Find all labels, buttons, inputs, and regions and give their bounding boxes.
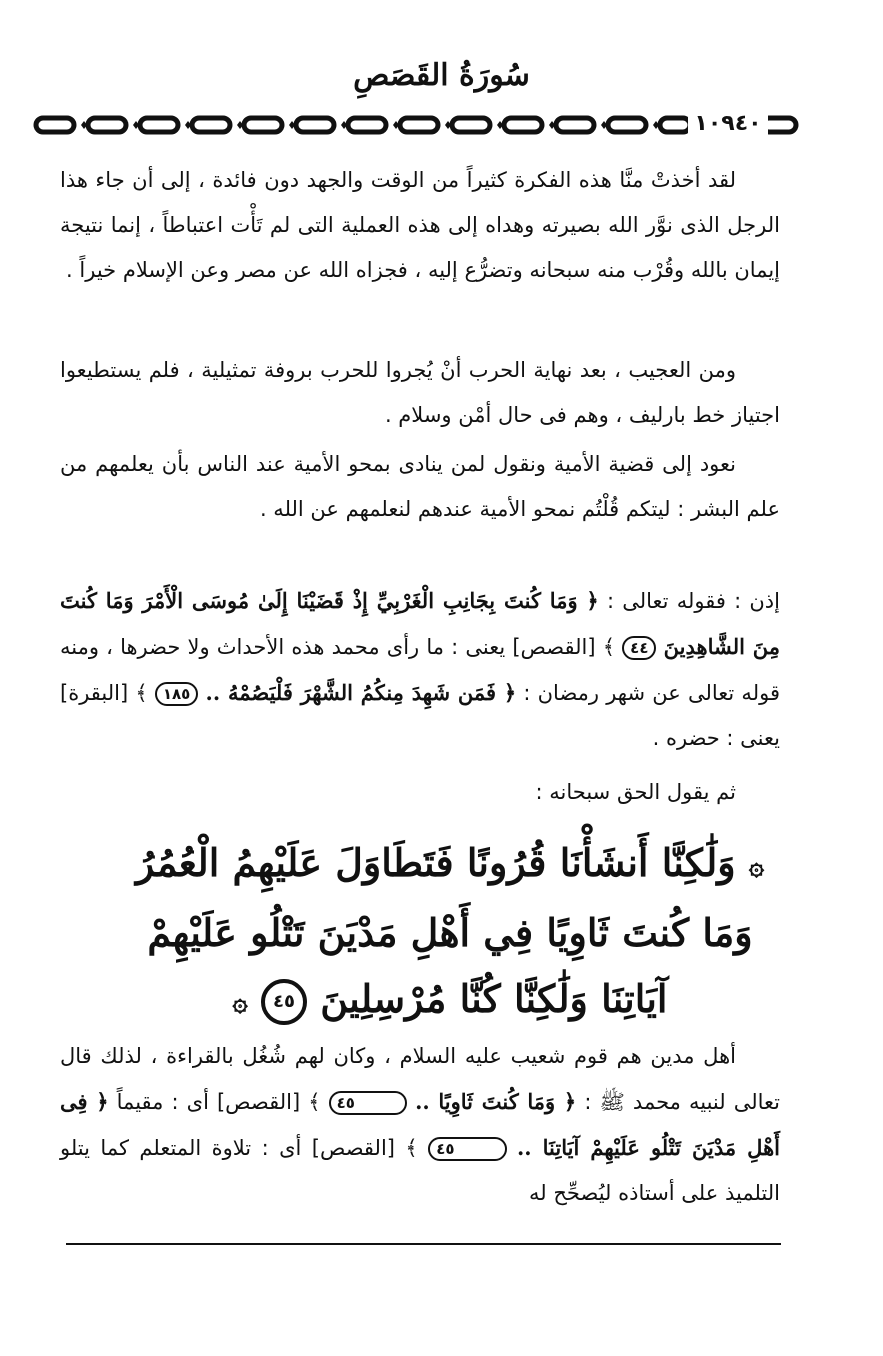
paragraph-2 [60,348,780,438]
text-segment: ﴾ [القصص] أى : تلاوة المتعلم كما يتلو التلميذ على أستاذه ليُصحِّح له [60,1136,780,1205]
footer-divider [66,1243,781,1245]
page-number: ١٠٩٤٠ [688,108,768,140]
paragraph-5 [60,770,780,815]
paragraph-body [60,578,780,761]
paragraph-3 [60,442,780,532]
verse-line-1 [100,830,800,900]
quran-quote: ﴿ فَمَن شَهِدَ مِنكُمُ الشَّهْرَ فَلْيَصُمْهُ .. [205,680,517,705]
quran-quote: ﴿ وَمَا كُنتَ ثَاوِيًا .. [415,1089,577,1114]
text-segment: ﴾ [القصص] أى : مقيماً [116,1090,321,1114]
ornament-border [30,112,800,138]
text-segment: ﴾ [البقرة] يعنى : حضره . [60,681,780,750]
quran-quote: ﴿ وَمَا كُنتَ بِجَانِبِ الْغَرْبِيِّ إِذْ قَضَيْنَا إِلَىٰ مُوسَى الْأَمْرَ وَمَا كُنتَ مِنَ الشَّاهِدِينَ [60,588,780,659]
verse-line-2: وَمَا كُنتَ ثَاوِيًا فِي أَهْلِ مَدْيَنَ تَتْلُو عَلَيْهِمْ [147,909,753,955]
paragraph-text: نعود إلى قضية الأمية ونقول لمن ينادى بمحو الأمية عند الناس بأن يعلمهم من علم البشر : ليتكم قُلْتُم نمحو الأمية عندهم لنعلمهم عن الله . [60,452,780,521]
verse-text: وَلَٰكِنَّا أَنشَأْنَا قُرُونًا فَتَطَاوَلَ عَلَيْهِمُ الْعُمُرُ [135,840,736,885]
verse-number-badge: ٤٥ [329,1091,407,1115]
verse-line-3 [100,966,800,1036]
paragraph-body [60,1034,780,1216]
paragraph-text: ومن العجيب ، بعد نهاية الحرب أنْ يُجروا للحرب بروفة تمثيلية ، فلم يستطيعوا اجتياز خط بارليف ، وهم فى حال أمْن وسلام . [60,358,780,427]
verse-number-badge: ٤٤ [622,636,656,660]
text-segment: ﴾ [القصص] يعنى : ما رأى محمد هذه الأحداث ولا حضرها ، ومنه قوله تعالى عن شهر رمضان : [60,635,780,705]
verse-text: آيَاتِنَا وَلَٰكِنَّا كُنَّا مُرْسِلِينَ [320,975,668,1021]
text-segment: أهل مدين هم قوم شعيب عليه السلام ، وكان لهم شُغُل بالقراءة ، لذلك قال تعالى لنبيه محمد ﷺ : [60,1044,781,1114]
quran-quote: ﴿ فِى أَهْلِ مَدْيَنَ تَتْلُو عَلَيْهِمْ آيَاتِنَا .. [60,1089,780,1160]
ornament-open-icon: ۞ [748,851,765,882]
surah-title: سُورَةُ القَصَصِ [353,58,530,93]
verse-number-badge: ٤٥ [428,1137,506,1161]
paragraph-text: ثم يقول الحق سبحانه : [535,780,736,804]
ornament-close-icon: ۞ [232,987,248,1017]
paragraph-4 [60,578,780,761]
paragraph-text: لقد أخذتْ منَّا هذه الفكرة كثيراً من الوقت والجهد دون فائدة ، إلى أن جاء هذا الرجل الذى نوَّر الله بصيرته وهداه إلى هذه العملية التى لم تَأْت اعتباطاً ، إنما نتيجة إيمان بالله وقُرْب منه سبحانه وتضرُّع إليه ، فجزاه الله عن مصر وعن الإسلام خيراً . [60,168,780,282]
quran-verse-block [100,830,800,1035]
paragraph-6 [60,1034,780,1216]
paragraph-1 [60,158,780,293]
verse-number-medallion: ٤٥ [261,979,307,1025]
text-segment: إذن : فقوله تعالى : [606,589,780,613]
verse-number-badge: ١٨٥ [155,682,198,706]
